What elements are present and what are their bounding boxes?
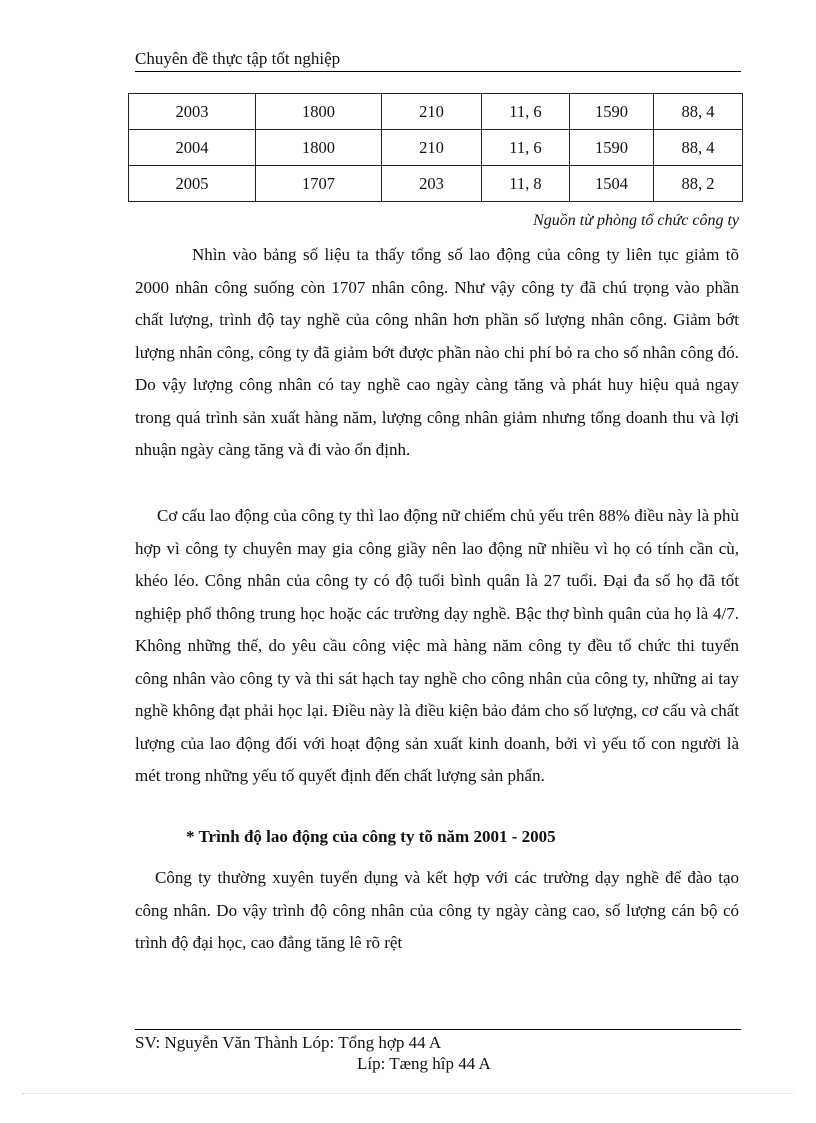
paragraph-labor-qualification: Công ty thường xuyên tuyển dụng và kết hợp với các trường dạy nghề để đào tạo công nhân. Do vậy trình độ công nhân của công ty ngày càng cao, số lượng cán bộ có trình độ đại học, cao đẳng tăng lê rõ rệt bbox=[135, 868, 739, 952]
table-cell: 11, 8 bbox=[482, 166, 570, 202]
footer-class-line: Líp: Tæng hîp 44 A bbox=[357, 1054, 491, 1073]
table-cell: 88, 2 bbox=[654, 166, 743, 202]
paragraph-labor-structure: Cơ cấu lao động của công ty thì lao động nữ chiếm chủ yếu trên 88% điều này là phù hợp vì công ty chuyên may gia công giầy nên lao động nữ nhiều vì họ có tính cần cù, khéo léo. Công nhân của công ty có độ tuổi bình quân là 27 tuổi. Đại đa số họ đã tốt nghiệp phổ thông trung học hoặc các trường dạy nghề. Bậc thợ bình quân của họ là 4/7. Không những thế, do yêu cầu công việc mà hàng năm công ty đều tổ chức thi tuyển công nhân vào công ty và thi sát hạch tay nghề cho công nhân của công ty, những ai tay nghề không đạt phải học lại. Điều này là điều kiện bảo đảm cho số lượng, cơ cấu và chất lượng của lao động đối với hoạt động sản xuất kinh doanh, bởi vì yếu tố con người là mét trong những yếu tố quyết định đến chất lượng sản phẩn. bbox=[135, 506, 739, 785]
labor-data-table bbox=[128, 93, 743, 202]
table-cell: 210 bbox=[382, 130, 482, 166]
table-row bbox=[129, 166, 743, 202]
table-row bbox=[129, 130, 743, 166]
table-cell: 1590 bbox=[570, 130, 654, 166]
table-cell-year: 2005 bbox=[129, 166, 256, 202]
table-source-note: Nguồn từ phòng tổ chức công ty bbox=[533, 212, 739, 229]
table-cell: 11, 6 bbox=[482, 130, 570, 166]
page-header-title: Chuyên đề thực tập tốt nghiệp bbox=[135, 49, 341, 68]
page-bottom-border bbox=[22, 1093, 794, 1094]
header-divider bbox=[135, 71, 741, 72]
paragraph-labor-decrease: Nhìn vào bảng số liệu ta thấy tổng số lao động của công ty liên tục giảm tõ 2000 nhân công suống còn 1707 nhân công. Như vậy công ty đã chú trọng vào phần chất lượng, trình độ tay nghề của công nhân hơn phần số lượng nhân công. Giảm bớt lượng nhân công, công ty đã giảm bớt được phần nào chi phí bỏ ra cho số nhân công đó. Do vậy lượng công nhân có tay nghề cao ngày càng tăng và phát huy hiệu quả ngay trong quá trình sản xuất hàng năm, lượng công nhân giảm nhưng tổng doanh thu và lợi nhuận ngày càng tăng và đi vào ổn định. bbox=[135, 245, 739, 459]
table-cell: 1707 bbox=[256, 166, 382, 202]
table-cell: 1590 bbox=[570, 94, 654, 130]
table-cell-year: 2004 bbox=[129, 130, 256, 166]
table-cell: 210 bbox=[382, 94, 482, 130]
table-cell: 88, 4 bbox=[654, 94, 743, 130]
table-cell: 88, 4 bbox=[654, 130, 743, 166]
table-cell: 1504 bbox=[570, 166, 654, 202]
table-cell: 203 bbox=[382, 166, 482, 202]
table-cell: 11, 6 bbox=[482, 94, 570, 130]
table-cell-year: 2003 bbox=[129, 94, 256, 130]
section-subheading: * Trình độ lao động của công ty tõ năm 2001 - 2005 bbox=[186, 827, 556, 846]
table-row bbox=[129, 94, 743, 130]
table-cell: 1800 bbox=[256, 130, 382, 166]
table-cell: 1800 bbox=[256, 94, 382, 130]
footer-student-line: SV: Nguyễn Văn Thành Lóp: Tổng hợp 44 A bbox=[135, 1033, 442, 1052]
footer-divider bbox=[135, 1029, 741, 1030]
